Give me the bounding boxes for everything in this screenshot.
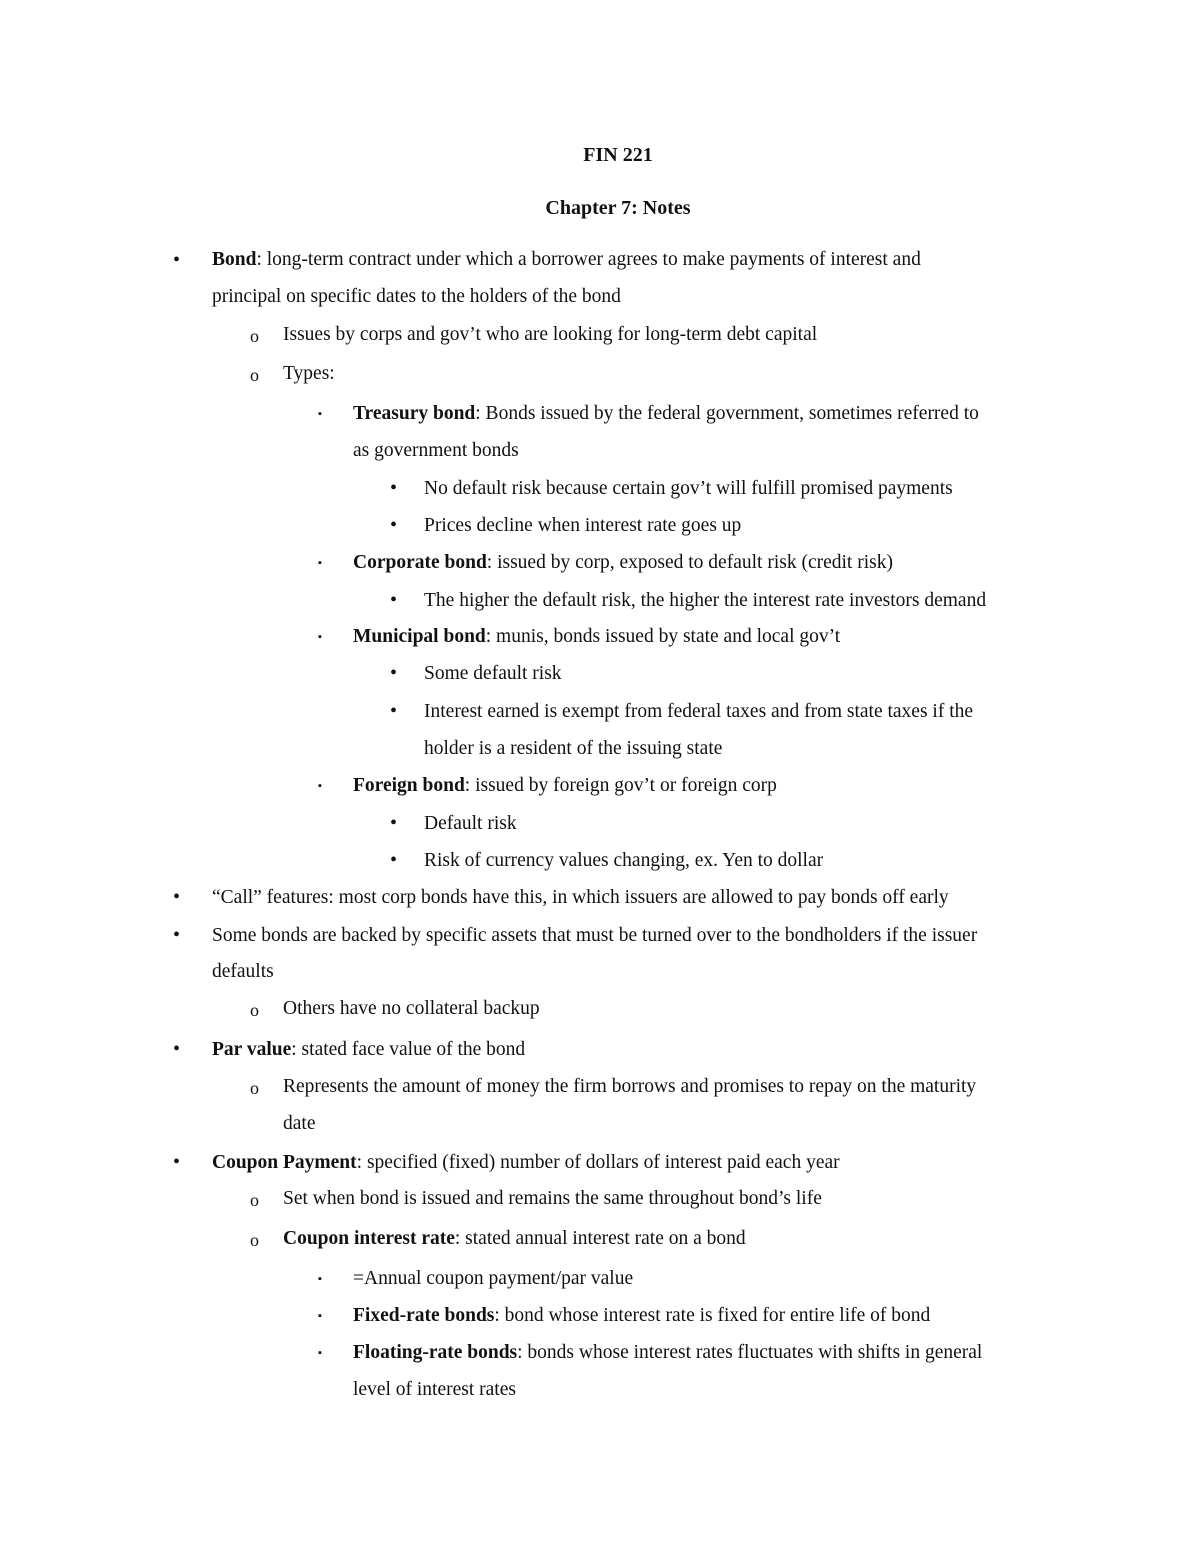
floating-rate-bonds-cont: level of interest rates	[353, 1379, 516, 1400]
coupon-formula: =Annual coupon payment/par value	[353, 1268, 634, 1289]
corporate-point: The higher the default risk, the higher the interest rate investors demand	[424, 590, 987, 611]
square-marker: ▪	[318, 631, 322, 643]
circle-marker: o	[250, 1230, 259, 1250]
square-marker: ▪	[318, 1347, 322, 1359]
circle-marker: o	[250, 1078, 259, 1098]
bullet-marker: •	[390, 849, 398, 871]
fixed-rate-bonds: Fixed-rate bonds: bond whose interest rate is fixed for entire life of bond	[353, 1305, 931, 1326]
circle-marker: o	[250, 365, 259, 385]
backed-bonds-cont: defaults	[212, 961, 274, 982]
treasury-point: No default risk because certain gov’t will fulfill promised payments	[424, 478, 953, 499]
treasury-point: Prices decline when interest rate goes up	[424, 515, 742, 536]
bullet-marker: •	[173, 886, 181, 908]
treasury-bond: Treasury bond: Bonds issued by the federal government, sometimes referred to	[353, 403, 979, 424]
municipal-bond: Municipal bond: munis, bonds issued by state and local gov’t	[353, 626, 841, 647]
bullet-marker: •	[390, 812, 398, 834]
foreign-point: Default risk	[424, 813, 517, 834]
square-marker: ▪	[318, 557, 322, 569]
square-marker: ▪	[318, 1273, 322, 1285]
circle-marker: o	[250, 1000, 259, 1020]
municipal-point: Interest earned is exempt from federal taxes and from state taxes if the	[424, 701, 974, 722]
bullet-marker: •	[173, 1038, 181, 1060]
bond-definition-cont: principal on specific dates to the holders of the bond	[212, 286, 621, 307]
bullet-marker: •	[173, 1151, 181, 1173]
backed-sub: Others have no collateral backup	[283, 998, 540, 1019]
bullet-marker: •	[390, 700, 398, 722]
foreign-point: Risk of currency values changing, ex. Yen to dollar	[424, 850, 824, 871]
bond-types: Types:	[283, 363, 335, 384]
document-title: FIN 221	[583, 144, 653, 166]
bullet-marker: •	[390, 514, 398, 536]
bullet-marker: •	[173, 924, 181, 946]
square-marker: ▪	[318, 408, 322, 420]
foreign-bond: Foreign bond: issued by foreign gov’t or foreign corp	[353, 775, 777, 796]
call-features: “Call” features: most corp bonds have this, in which issuers are allowed to pay bonds off early	[212, 887, 949, 908]
bullet-marker: •	[390, 662, 398, 684]
par-value: Par value: stated face value of the bond	[212, 1039, 526, 1060]
treasury-bond-cont: as government bonds	[353, 440, 519, 461]
floating-rate-bonds: Floating-rate bonds: bonds whose interest rates fluctuates with shifts in general	[353, 1342, 983, 1363]
bond-issues: Issues by corps and gov’t who are looking for long-term debt capital	[283, 324, 818, 345]
par-sub-cont: date	[283, 1113, 316, 1134]
bond-definition: Bond: long-term contract under which a borrower agrees to make payments of interest and	[212, 249, 921, 270]
term-bond: Bond	[212, 249, 257, 270]
coupon-interest-rate: Coupon interest rate: stated annual interest rate on a bond	[283, 1228, 746, 1249]
backed-bonds: Some bonds are backed by specific assets that must be turned over to the bondholders if the issuer	[212, 925, 978, 946]
bullet-marker: •	[390, 589, 398, 611]
circle-marker: o	[250, 1190, 259, 1210]
municipal-point: Some default risk	[424, 663, 562, 684]
bullet-marker: •	[173, 249, 181, 271]
coupon-set: Set when bond is issued and remains the same throughout bond’s life	[283, 1188, 822, 1209]
bullet-marker: •	[390, 477, 398, 499]
square-marker: ▪	[318, 780, 322, 792]
par-sub: Represents the amount of money the firm borrows and promises to repay on the maturity	[283, 1076, 977, 1097]
square-marker: ▪	[318, 1310, 322, 1322]
municipal-point-cont: holder is a resident of the issuing state	[424, 738, 723, 759]
document-subtitle: Chapter 7: Notes	[545, 197, 691, 219]
corporate-bond: Corporate bond: issued by corp, exposed to default risk (credit risk)	[353, 552, 893, 573]
circle-marker: o	[250, 326, 259, 346]
coupon-payment: Coupon Payment: specified (fixed) number of dollars of interest paid each year	[212, 1152, 840, 1173]
